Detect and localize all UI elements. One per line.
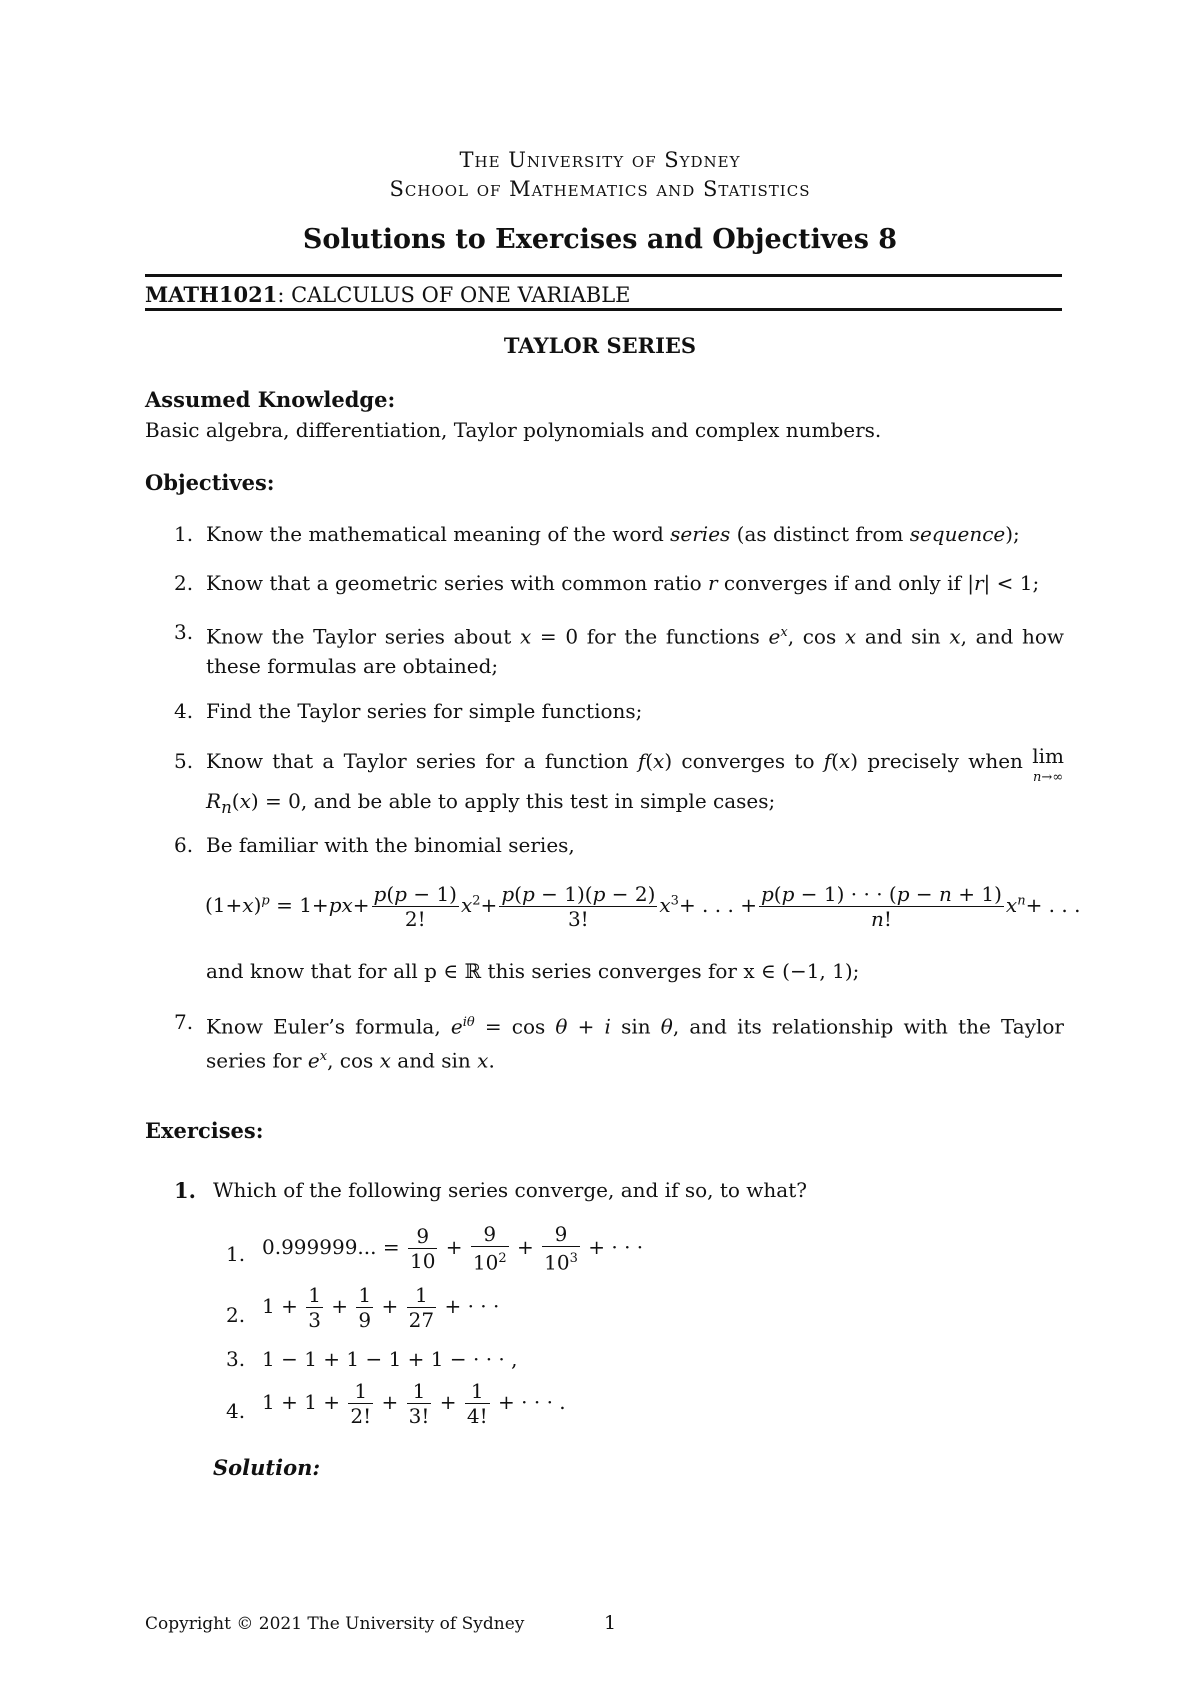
series-expression: 1 + 1 + $\frac{1}{2!}$ + $\frac{1}{3!}$ + $\frac{1}{4!}$ + · · · .: [262, 1379, 566, 1428]
binomial-series-formula: $(1+x)^p = 1+px+$ $\frac{p(p - 1)}{2!}$ $x^2+$ $\frac{p(p - 1)(p - 2)}{3!}$ $x^3+$ . . . + $\frac{p(p - 1) \cdot \cdot \cdot (p - n + 1)}{n!}$ $x^n+$ . . .: [205, 882, 1081, 931]
topic-title: TAYLOR SERIES: [503, 333, 697, 358]
objective-text: and know that for all p ∈ ℝ this series converges for x ∈ (−1, 1);: [206, 959, 860, 983]
series-number: 4.: [226, 1399, 246, 1423]
series-expression: 1 − 1 + 1 − 1 + 1 − · · · ,: [262, 1347, 518, 1371]
assumed-knowledge-heading: Assumed Knowledge:: [145, 387, 396, 412]
series-expression: 1 + $\frac{1}{3}$ + $\frac{1}{9}$ + $\frac{1}{27}$ + · · ·: [262, 1283, 500, 1332]
series-number: 2.: [226, 1303, 246, 1327]
solution-label: Solution:: [213, 1455, 321, 1480]
objective-text: Know Euler’s formula, $e^{i\theta} = \cos \theta + i$ sin θ, and its relationship with the Taylor series for $e^x$, cos x and sin x.: [206, 1014, 1064, 1073]
series-number: 1.: [226, 1242, 246, 1266]
objective-number: 4.: [174, 699, 194, 723]
course-code: MATH1021: [145, 282, 278, 307]
copyright-notice: Copyright © 2021 The University of Sydney: [145, 1614, 525, 1634]
question-text: Which of the following series converge, and if so, to what?: [213, 1178, 807, 1202]
objective-text: Know that a geometric series with common ratio r converges if and only if |r| < 1;: [206, 571, 1040, 595]
bottom-rule: [145, 308, 1062, 311]
objective-text: Know that a Taylor series for a function f(x) converges to f(x) precisely when lim n→∞ $R_n(x) = 0$, and be able to apply this test in simple cases;: [206, 744, 1064, 817]
objective-text: Know the mathematical meaning of the word series (as distinct from sequence);: [206, 522, 1020, 546]
objective-number: 7.: [174, 1010, 194, 1034]
university-name: The University of Sydney: [459, 148, 741, 172]
series-expression: 0.999999... = $\frac{9}{10}$ + $\frac{9}{10^2}$ + $\frac{9}{10^3}$ + · · ·: [262, 1222, 644, 1275]
objective-text: Know the Taylor series about x = 0 for the functions $e^x$, cos x and sin x, and how these formulas are obtained;: [206, 624, 1064, 678]
school-name: School of Mathematics and Statistics: [389, 177, 811, 201]
page-number: 1: [604, 1612, 617, 1634]
objective-number: 1.: [174, 522, 194, 546]
objective-text: Be familiar with the binomial series,: [206, 833, 575, 857]
objective-text: Find the Taylor series for simple functions;: [206, 699, 643, 723]
document-title: Solutions to Exercises and Objectives 8: [302, 224, 898, 255]
exercises-heading: Exercises:: [145, 1118, 264, 1143]
course-line: [145, 282, 631, 307]
objective-number: 6.: [174, 833, 194, 857]
series-number: 3.: [226, 1347, 246, 1371]
course-name: : CALCULUS OF ONE VARIABLE: [277, 283, 631, 307]
objective-number: 3.: [174, 620, 194, 644]
top-rule: [145, 274, 1062, 277]
question-number: 1.: [174, 1178, 196, 1203]
objective-number: 5.: [174, 749, 194, 773]
objectives-heading: Objectives:: [145, 470, 275, 495]
assumed-knowledge-text: Basic algebra, differentiation, Taylor polynomials and complex numbers.: [145, 418, 882, 442]
objective-number: 2.: [174, 571, 194, 595]
